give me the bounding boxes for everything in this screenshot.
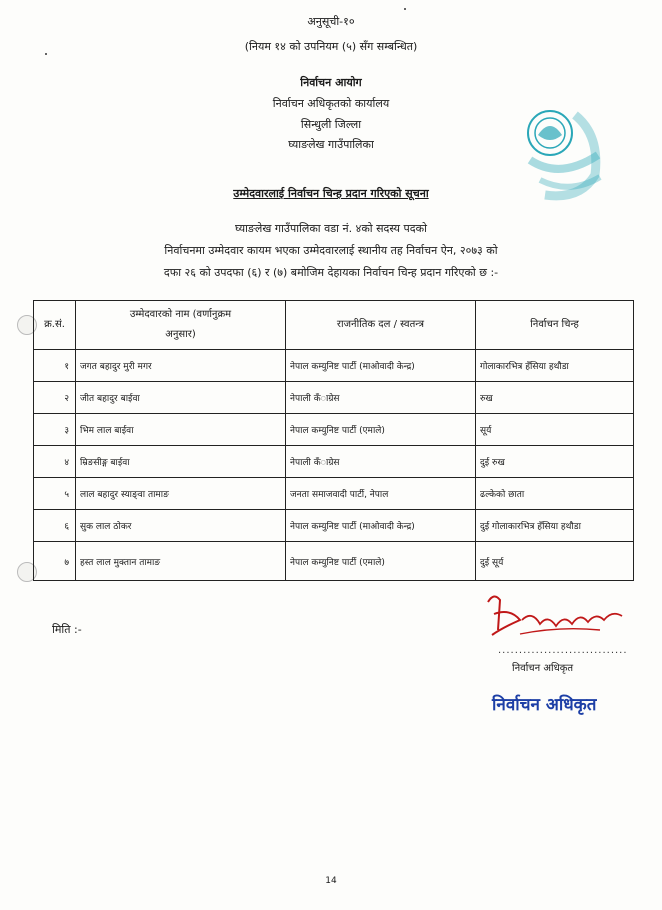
row-symbol: गोलाकारभित्र हँसिया हथौडा: [476, 350, 634, 382]
header-serial: क्र.सं.: [34, 301, 76, 350]
table-row: [34, 478, 634, 510]
row-serial: ३: [34, 414, 76, 446]
row-candidate-name: जीत बहादुर बाईवा: [76, 382, 286, 414]
intro-line-1: घ्याङलेख गाउँपालिका वडा नं. ४को सदस्य पदको: [235, 222, 427, 235]
signature-dot-line: ...............................: [498, 645, 628, 656]
row-party: जनता समाजवादी पार्टी, नेपाल: [286, 478, 476, 510]
row-serial: ६: [34, 510, 76, 542]
row-symbol: ढल्केको छाता: [476, 478, 634, 510]
row-party: नेपाल कम्युनिष्ट पार्टी (माओवादी केन्द्र): [286, 350, 476, 382]
row-serial: ५: [34, 478, 76, 510]
intro-line-2: निर्वाचनमा उम्मेदवार कायम भएका उम्मेदवारलाई स्थानीय तह निर्वाचन ऐन, २०७३ को: [164, 244, 498, 257]
row-party: नेपाली कँाग्रेस: [286, 382, 476, 414]
municipality-name: घ्याङलेख गाउँपालिका: [288, 138, 374, 151]
row-symbol: रुख: [476, 382, 634, 414]
table-row: [34, 542, 634, 581]
row-serial: २: [34, 382, 76, 414]
row-symbol: दुई सूर्य: [476, 542, 634, 581]
row-candidate-name: सुक लाल ठोकर: [76, 510, 286, 542]
officer-title-stamp: निर्वाचन अधिकृत: [492, 695, 597, 715]
row-serial: ४: [34, 446, 76, 478]
row-serial: १: [34, 350, 76, 382]
header-party: राजनीतिक दल / स्वतन्त्र: [286, 301, 476, 350]
header-name-line1: उम्मेदवारको नाम (वर्णानुक्रम: [129, 309, 232, 320]
office-name: निर्वाचन अधिकृतको कार्यालय: [272, 97, 390, 110]
row-party: नेपाल कम्युनिष्ट पार्टी (एमाले): [286, 542, 476, 581]
row-party: नेपाल कम्युनिष्ट पार्टी (एमाले): [286, 414, 476, 446]
table-header-row: [34, 301, 634, 350]
date-label: मिति :-: [52, 623, 82, 636]
row-party: नेपाली कँाग्रेस: [286, 446, 476, 478]
page-number: 14: [325, 876, 337, 886]
row-candidate-name: जगत बहादुर मुरी मगर: [76, 350, 286, 382]
header-symbol: निर्वाचन चिन्ह: [476, 301, 634, 350]
commission-name: निर्वाचन आयोग: [300, 76, 362, 89]
intro-line-3: दफा २६ को उपदफा (६) र (७) बमोजिम देहायका निर्वाचन चिन्ह प्रदान गरिएको छ :-: [163, 266, 499, 279]
table-row: [34, 510, 634, 542]
notice-title: उम्मेदवारलाई निर्वाचन चिन्ह प्रदान गरिएको सूचना: [233, 187, 429, 200]
table-row: [34, 446, 634, 478]
row-symbol: दुई रुख: [476, 446, 634, 478]
header-name-line2: अनुसार): [165, 329, 196, 340]
row-party: नेपाल कम्युनिष्ट पार्टी (माओवादी केन्द्र): [286, 510, 476, 542]
district-name: सिन्धुली जिल्ला: [300, 118, 362, 131]
schedule-number: अनुसूची-१०: [307, 15, 355, 28]
row-candidate-name: हस्त लाल मुक्तान तामाङ: [76, 542, 286, 581]
row-serial: ७: [34, 542, 76, 581]
rule-reference: (नियम १४ को उपनियम (५) सँग सम्बन्धित): [244, 40, 418, 53]
officer-title: निर्वाचन अधिकृत: [512, 663, 574, 674]
table-row: [34, 350, 634, 382]
row-symbol: सूर्य: [476, 414, 634, 446]
header-candidate-name: [76, 301, 286, 350]
table-row: [34, 382, 634, 414]
candidate-table: [33, 300, 634, 581]
scan-speck: [404, 8, 406, 10]
row-candidate-name: भिम लाल बाईवा: [76, 414, 286, 446]
row-candidate-name: लाल बहादुर स्याङ्वा तामाङ: [76, 478, 286, 510]
table-row: [34, 414, 634, 446]
row-symbol: दुई गोलाकारभित्र हँसिया हथौडा: [476, 510, 634, 542]
handwritten-signature: [480, 590, 630, 645]
row-candidate-name: म्रिङसीङ्ग बाईवा: [76, 446, 286, 478]
